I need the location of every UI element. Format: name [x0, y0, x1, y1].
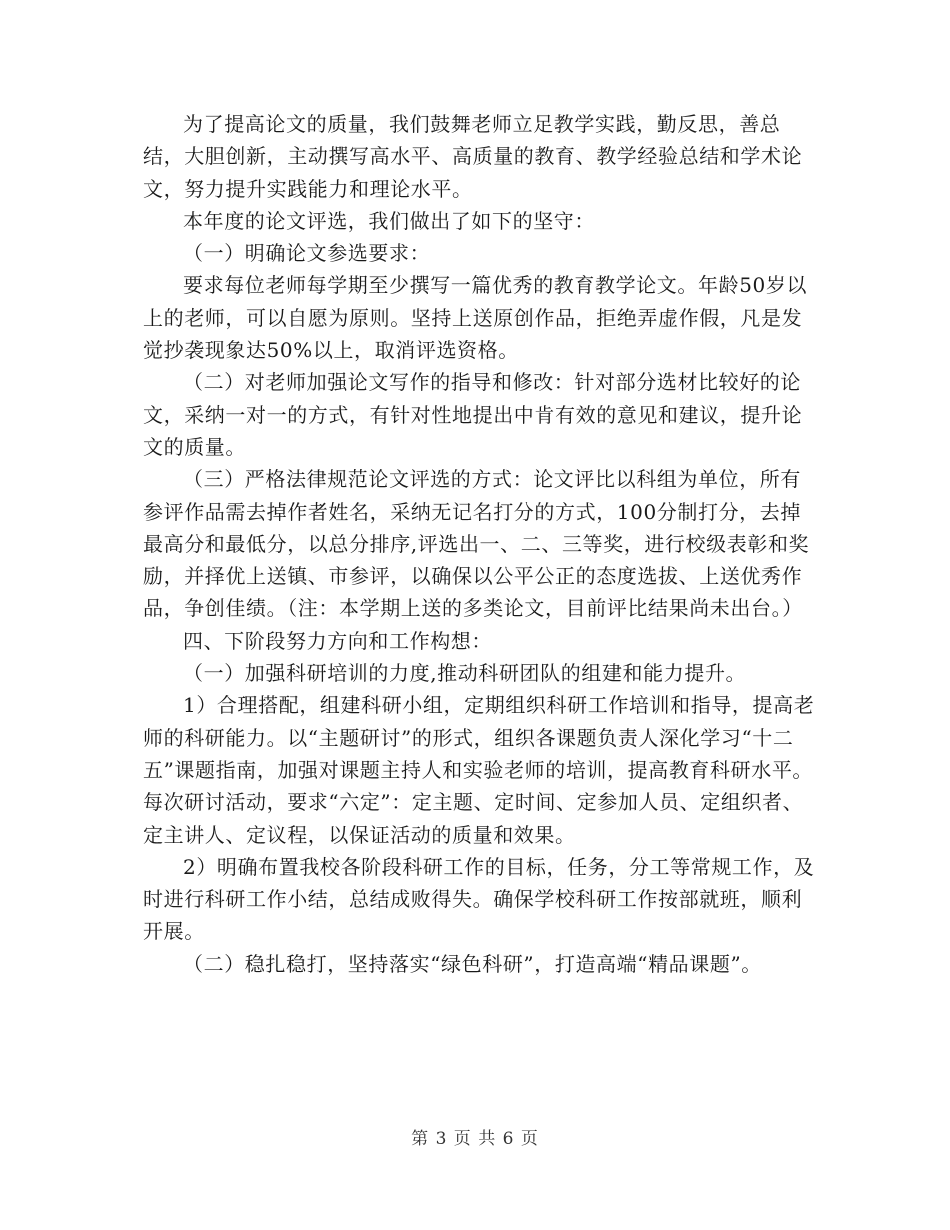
paragraph-10: 2）明确布置我校各阶段科研工作的目标，任务，分工等常规工作，及时进行科研工作小结，总结成败得失。确保学校科研工作按部就班，顺利开展。 — [143, 854, 815, 944]
page-footer: 第 3 页 共 6 页 — [411, 1129, 539, 1149]
paragraph-3: （一）明确论文参选要求： — [183, 241, 431, 266]
paragraph-11: （二）稳扎稳打，坚持落实“绿色科研”，打造高端“精品课题”。 — [183, 951, 762, 976]
paragraph-6: （三）严格法律规范论文评选的方式：论文评比以科组为单位，所有参评作品需去掉作者姓名，采纳无记名打分的方式，100分制打分，去掉最高分和最低分，以总分排序,评选出一、二、三等奖，进行校级表彰和奖励，并择优上送镇、市参评，以确保以公平公正的态度选拔、上送优秀作品，争创佳绩。（注：本学期上送的多类论文，目前评比结果尚未出台。） — [143, 467, 810, 621]
paragraph-5: （二）对老师加强论文写作的指导和修改：针对部分选材比较好的论文，采纳一对一的方式，有针对性地提出中肯有效的意见和建议，提升论文的质量。 — [143, 370, 803, 459]
paragraph-2: 本年度的论文评选，我们做出了如下的坚守： — [183, 208, 595, 233]
paragraph-9: 1）合理搭配，组建科研小组，定期组织科研工作培训和指导，提高老师的科研能力。以“主题研讨”的形式，组织各课题负责人深化学习“十二五”课题指南，加强对课题主持人和实验老师的培训，提高教育科研水平。每次研讨活动，要求“六定”：定主题、定时间、定参加人员、定组织者、定主讲人、定议程，以保证活动的质量和效果。 — [143, 693, 815, 847]
paragraph-1: 为了提高论文的质量，我们鼓舞老师立足教学实践，勤反思，善总结，大胆创新，主动撰写高水平、高质量的教育、教学经验总结和学术论文，努力提升实践能力和理论水平。 — [143, 112, 803, 201]
paragraph-8: （一）加强科研培训的力度,推动科研团队的组建和能力提升。 — [183, 661, 747, 686]
document-body — [143, 108, 821, 980]
paragraph-4: 要求每位老师每学期至少撰写一篇优秀的教育教学论文。年龄50岁以上的老师，可以自愿为原则。坚持上送原创作品，拒绝弄虚作假，凡是发觉抄袭现象达50%以上，取消评选资格。 — [143, 273, 808, 363]
paragraph-7: 四、下阶段努力方向和工作构想： — [183, 628, 492, 653]
